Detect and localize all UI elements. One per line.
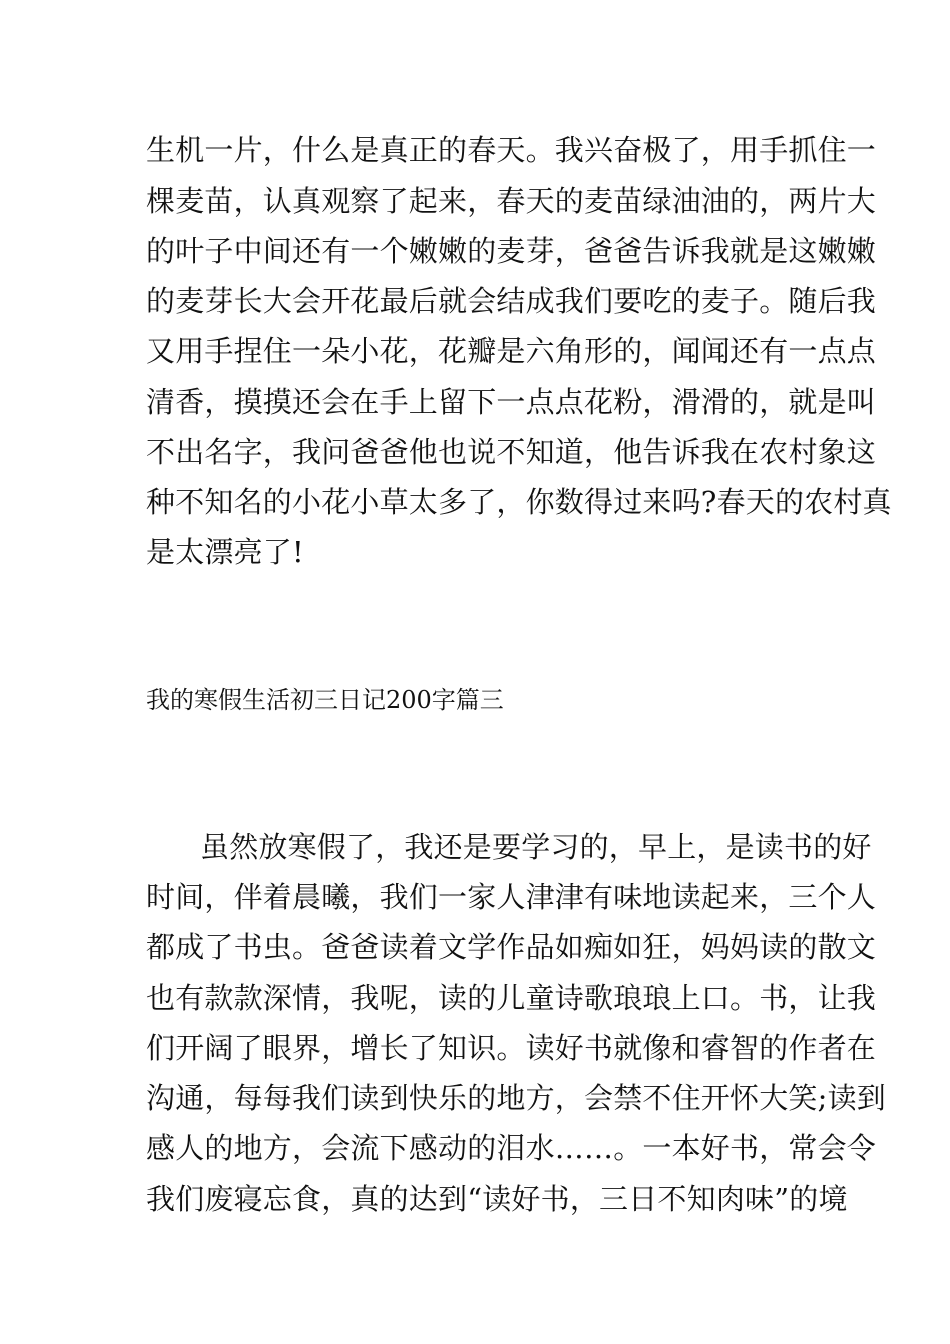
- paragraph-line: 种不知名的小花小草太多了，你数得过来吗?春天的农村真: [146, 485, 892, 519]
- paragraph-line: 也有款款深情，我呢，读的儿童诗歌琅琅上口。书，让我: [146, 981, 877, 1015]
- paragraph-line: 又用手捏住一朵小花，花瓣是六角形的，闻闻还有一点点: [146, 334, 877, 368]
- paragraph-line: 不出名字，我问爸爸他也说不知道，他告诉我在农村象这: [146, 435, 877, 469]
- section-heading: 我的寒假生活初三日记200字篇三: [146, 686, 504, 714]
- paragraph-line: 们开阔了眼界，增长了知识。读好书就像和睿智的作者在: [146, 1031, 877, 1065]
- paragraph-line: 感人的地方，会流下感动的泪水……。一本好书，常会令: [146, 1131, 877, 1165]
- paragraph-line: 沟通，每每我们读到快乐的地方，会禁不住开怀大笑;读到: [146, 1081, 886, 1115]
- paragraph-line: 的麦芽长大会开花最后就会结成我们要吃的麦子。随后我: [146, 284, 877, 318]
- paragraph-line: 我们废寝忘食，真的达到“读好书，三日不知肉味”的境: [146, 1182, 848, 1216]
- paragraph-line: 的叶子中间还有一个嫩嫩的麦芽，爸爸告诉我就是这嫩嫩: [146, 234, 877, 268]
- paragraph-line: 清香，摸摸还会在手上留下一点点花粉，滑滑的，就是叫: [146, 385, 877, 419]
- paragraph-line: 时间，伴着晨曦，我们一家人津津有味地读起来，三个人: [146, 880, 877, 914]
- paragraph-line: 是太漂亮了!: [146, 535, 304, 569]
- paragraph-line: 虽然放寒假了，我还是要学习的，早上，是读书的好: [200, 830, 872, 864]
- paragraph-line: 棵麦苗，认真观察了起来，春天的麦苗绿油油的，两片大: [146, 184, 877, 218]
- paragraph-line: 生机一片，什么是真正的春天。我兴奋极了，用手抓住一: [146, 133, 877, 167]
- paragraph-line: 都成了书虫。爸爸读着文学作品如痴如狂，妈妈读的散文: [146, 930, 877, 964]
